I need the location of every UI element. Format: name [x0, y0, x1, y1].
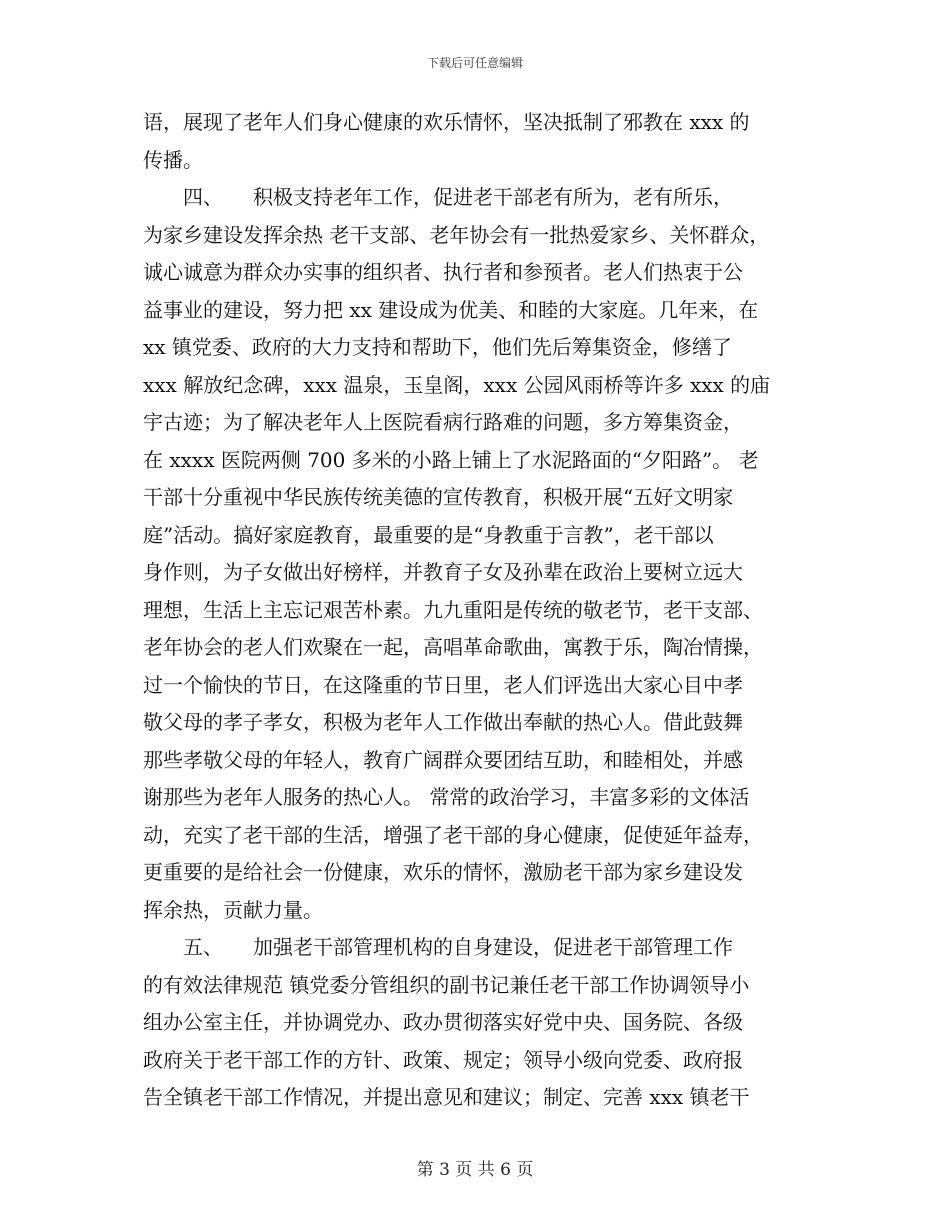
text-line: 五、 加强老干部管理机构的自身建设，促进老干部管理工作 [143, 935, 733, 959]
document-body [143, 104, 823, 1117]
text-line: 为家乡建设发挥余热 老干支部、老年协会有一批热爱家乡、关怀群众， [143, 222, 770, 247]
text-line: 在 xxxx 医院两侧 700 多米的小路上铺上了水泥路面的“夕阳路”。 老 [143, 447, 759, 472]
text-line: 告全镇老干部工作情况，并提出意见和建议；制定、完善 xxx 镇老干 [143, 1085, 750, 1109]
page-header: 下载后可任意编辑 [426, 56, 523, 70]
text-line: 干部十分重视中华民族传统美德的宣传教育，积极开展“五好文明家 [143, 485, 734, 509]
text-line: 挥余热，贡献力量。 [143, 897, 323, 922]
text-line: 敬父母的孝子孝女，积极为老年人工作做出奉献的热心人。借此鼓舞 [143, 710, 743, 734]
text-line: xx 镇党委、政府的大力支持和帮助下，他们先后筹集资金，修缮了 [143, 335, 732, 359]
text-line: xxx 解放纪念碑，xxx 温泉，玉皇阁，xxx 公园风雨桥等许多 xxx 的庙 [143, 372, 771, 397]
text-line: 四、 积极支持老年工作，促进老干部老有所为，老有所乐， [143, 185, 733, 209]
text-line: 身作则，为子女做出好榜样，并教育子女及孙辈在政治上要树立远大 [143, 560, 743, 584]
text-line: 动，充实了老干部的生活，增强了老干部的身心健康，促使延年益寿， [143, 822, 763, 847]
text-line: 那些孝敬父母的年轻人，教育广阔群众要团结互助，和睦相处，并感 [143, 747, 743, 772]
text-line: 益事业的建设，努力把 xx 建设成为优美、和睦的大家庭。几年来，在 [143, 297, 759, 322]
text-line: 诚心诚意为群众办实事的组织者、执行者和参预者。老人们热衷于公 [143, 260, 743, 284]
text-line: 老年协会的老人们欢聚在一起，高唱革命歌曲，寓教于乐，陶冶情操， [143, 635, 763, 659]
page-number: 第 3 页 共 6 页 [416, 1160, 534, 1180]
text-line: 理想，生活上主忘记艰苦朴素。九九重阳是传统的敬老节，老干支部、 [143, 597, 763, 622]
text-line: 庭”活动。搞好家庭教育，最重要的是“身教重于言教”，老干部以 [143, 522, 714, 547]
text-line: 传播。 [143, 147, 203, 172]
text-line: 政府关于老干部工作的方针、政策、规定；领导小级向党委、政府报 [143, 1047, 743, 1072]
text-line: 的有效法律规范 镇党委分管组织的副书记兼任老干部工作协调领导小 [143, 972, 750, 997]
text-line: 宇古迹；为了解决老年人上医院看病行路难的问题，多方筹集资金， [143, 410, 743, 434]
text-line: 组办公室主任，并协调党办、政办贯彻落实好党中央、国务院、各级 [143, 1010, 743, 1034]
text-line: 更重要的是给社会一份健康，欢乐的情怀，激励老干部为家乡建设发 [143, 860, 743, 884]
text-line: 过一个愉快的节日，在这隆重的节日里，老人们评选出大家心目中孝 [143, 672, 743, 697]
text-line: 语，展现了老年人们身心健康的欢乐情怀，坚决抵制了邪教在 xxx 的 [143, 110, 750, 134]
text-line: 谢那些为老年人服务的热心人。 常常的政治学习，丰富多彩的文体活 [143, 785, 750, 809]
